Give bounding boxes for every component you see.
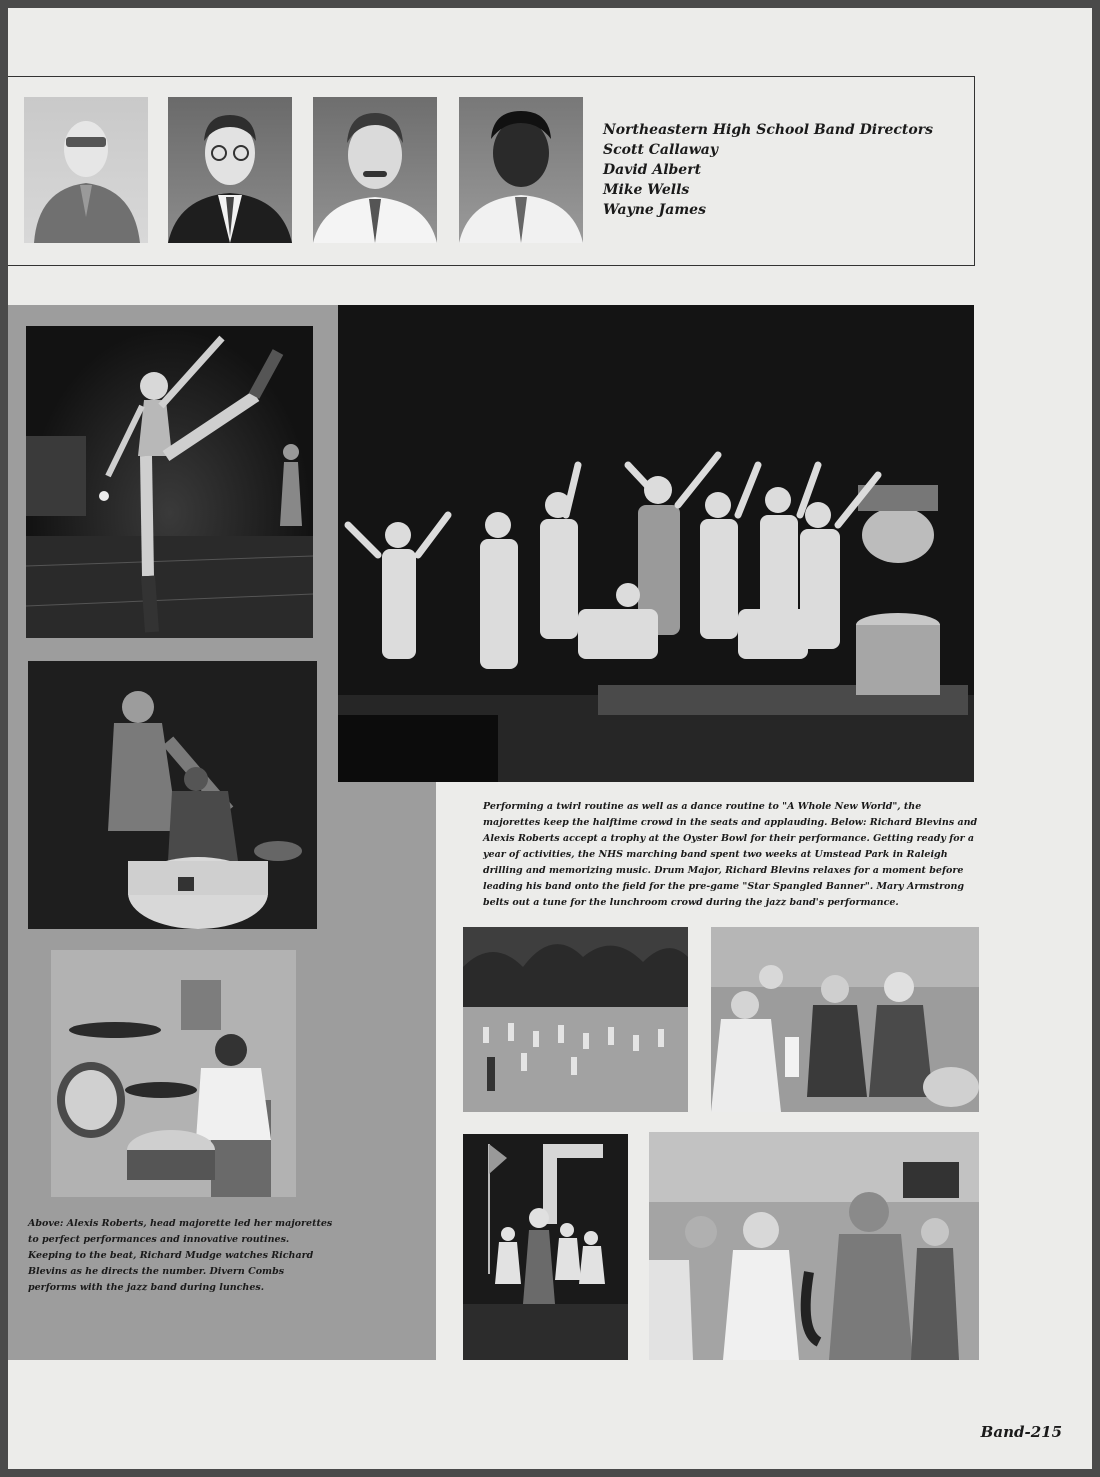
marching-band-practice-photo xyxy=(463,927,688,1112)
directors-list xyxy=(603,120,963,220)
drum-major-flag-photo xyxy=(463,1134,628,1360)
side-caption: Above: Alexis Roberts, head majorette led her majorettes to perfect performances and innovative routines. Keeping to the beat, Richard Mudge watches Richard Blevins as he directs the number. Divern Combs performs with the jazz band during lunches. xyxy=(28,1218,333,1293)
director-photo-1 xyxy=(24,97,148,243)
drum-major-drummer-photo xyxy=(28,661,317,929)
director-photo-4 xyxy=(459,97,583,243)
director-photo-3 xyxy=(313,97,437,243)
director-name-3: Mike Wells xyxy=(603,182,690,198)
yearbook-page xyxy=(8,8,1092,1469)
majorette-kick-photo xyxy=(26,326,313,638)
jazz-band-singer-photo xyxy=(649,1132,979,1360)
page-number: Band-215 xyxy=(980,1423,1062,1441)
majorettes-group-photo xyxy=(338,305,974,782)
trophy-presentation-photo xyxy=(711,927,979,1112)
directors-heading: Northeastern High School Band Directors xyxy=(603,122,933,138)
director-photo-2 xyxy=(168,97,292,243)
director-name-1: Scott Callaway xyxy=(603,142,718,158)
main-caption: Performing a twirl routine as well as a dance routine to "A Whole New World", the majorettes keep the halftime crowd in the seats and applauding. Below: Richard Blevins and Alexis Roberts accept a trophy at the Oyster Bowl for their performance. Getting ready for a year of activities, the NHS marching band spent two weeks at Umstead Park in Raleigh drilling and memorizing music. Drum Major, Richard Blevins relaxes for a moment before leading his band onto the field for the pre-game "Star Spangled Banner". Mary Armstrong belts out a tune for the lunchroom crowd during the jazz band's performance. xyxy=(483,801,978,908)
director-name-4: Wayne James xyxy=(603,202,706,218)
director-name-2: David Albert xyxy=(603,162,702,178)
jazz-drummer-photo xyxy=(51,950,296,1197)
